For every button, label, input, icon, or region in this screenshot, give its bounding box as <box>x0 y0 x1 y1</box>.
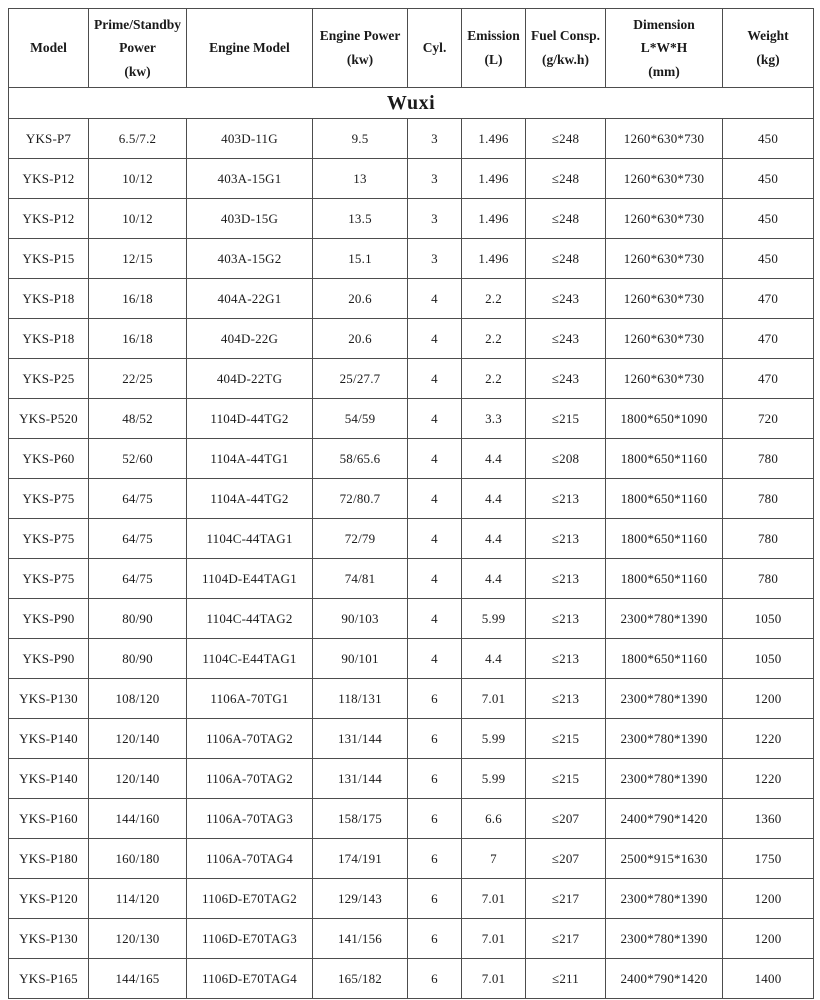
column-header-cyl <box>408 9 462 88</box>
cell-fuel-consp: ≤248 <box>526 199 606 239</box>
cell-cyl: 4 <box>408 639 462 679</box>
cell-fuel-consp: ≤213 <box>526 559 606 599</box>
cell-engine-power: 13 <box>313 159 408 199</box>
cell-weight: 1220 <box>723 719 814 759</box>
cell-engine-model: 1106A-70TAG4 <box>187 839 313 879</box>
cell-dimension: 2300*780*1390 <box>606 879 723 919</box>
cell-weight: 1400 <box>723 959 814 999</box>
cell-engine-power: 58/65.6 <box>313 439 408 479</box>
cell-weight: 780 <box>723 479 814 519</box>
column-header-line: Fuel Consp. <box>530 28 601 44</box>
cell-weight: 780 <box>723 559 814 599</box>
cell-engine-power: 25/27.7 <box>313 359 408 399</box>
cell-cyl: 3 <box>408 159 462 199</box>
table-row <box>9 799 814 839</box>
table-row <box>9 199 814 239</box>
cell-model: YKS-P130 <box>9 919 89 959</box>
column-header-line: (L) <box>484 52 503 67</box>
column-header-fuel-consp <box>526 9 606 88</box>
cell-prime-standby-power: 16/18 <box>89 319 187 359</box>
group-section <box>9 88 814 119</box>
table-row <box>9 839 814 879</box>
cell-prime-standby-power: 120/130 <box>89 919 187 959</box>
table-row <box>9 159 814 199</box>
cell-emission: 1.496 <box>462 239 526 279</box>
cell-dimension: 2300*780*1390 <box>606 679 723 719</box>
cell-emission: 6.6 <box>462 799 526 839</box>
cell-engine-model: 404A-22G1 <box>187 279 313 319</box>
cell-engine-power: 13.5 <box>313 199 408 239</box>
cell-fuel-consp: ≤243 <box>526 319 606 359</box>
cell-dimension: 1260*630*730 <box>606 239 723 279</box>
cell-dimension: 2300*780*1390 <box>606 719 723 759</box>
cell-engine-power: 90/103 <box>313 599 408 639</box>
cell-engine-power: 131/144 <box>313 759 408 799</box>
cell-weight: 1200 <box>723 679 814 719</box>
cell-engine-power: 20.6 <box>313 279 408 319</box>
cell-fuel-consp: ≤213 <box>526 639 606 679</box>
cell-fuel-consp: ≤213 <box>526 599 606 639</box>
cell-model: YKS-P165 <box>9 959 89 999</box>
group-header-row <box>9 88 814 119</box>
table-row <box>9 759 814 799</box>
cell-model: YKS-P12 <box>9 159 89 199</box>
cell-emission: 2.2 <box>462 319 526 359</box>
table-row <box>9 559 814 599</box>
table-header <box>9 9 814 88</box>
cell-model: YKS-P75 <box>9 559 89 599</box>
cell-cyl: 6 <box>408 839 462 879</box>
table-row <box>9 239 814 279</box>
cell-weight: 450 <box>723 239 814 279</box>
column-header-line: Weight <box>747 28 789 44</box>
table-row <box>9 959 814 999</box>
cell-emission: 4.4 <box>462 559 526 599</box>
column-header-line: (kw) <box>124 63 151 79</box>
cell-dimension: 2300*780*1390 <box>606 599 723 639</box>
cell-weight: 450 <box>723 199 814 239</box>
cell-weight: 450 <box>723 159 814 199</box>
cell-cyl: 4 <box>408 439 462 479</box>
table-row <box>9 879 814 919</box>
column-header-model <box>9 9 89 88</box>
cell-prime-standby-power: 64/75 <box>89 519 187 559</box>
cell-dimension: 1260*630*730 <box>606 119 723 159</box>
cell-engine-power: 15.1 <box>313 239 408 279</box>
cell-model: YKS-P140 <box>9 719 89 759</box>
cell-engine-power: 129/143 <box>313 879 408 919</box>
cell-dimension: 1800*650*1160 <box>606 639 723 679</box>
cell-cyl: 3 <box>408 199 462 239</box>
cell-engine-model: 1104C-44TAG2 <box>187 599 313 639</box>
cell-dimension: 2400*790*1420 <box>606 959 723 999</box>
cell-model: YKS-P140 <box>9 759 89 799</box>
table-row <box>9 599 814 639</box>
cell-cyl: 3 <box>408 239 462 279</box>
cell-cyl: 6 <box>408 919 462 959</box>
cell-engine-model: 1106D-E70TAG2 <box>187 879 313 919</box>
cell-fuel-consp: ≤215 <box>526 719 606 759</box>
cell-weight: 1050 <box>723 599 814 639</box>
cell-weight: 1750 <box>723 839 814 879</box>
cell-dimension: 2300*780*1390 <box>606 919 723 959</box>
cell-cyl: 6 <box>408 759 462 799</box>
cell-prime-standby-power: 52/60 <box>89 439 187 479</box>
cell-weight: 450 <box>723 119 814 159</box>
column-header-line: (kw) <box>346 52 374 67</box>
cell-prime-standby-power: 10/12 <box>89 159 187 199</box>
cell-model: YKS-P520 <box>9 399 89 439</box>
cell-weight: 780 <box>723 519 814 559</box>
cell-weight: 1360 <box>723 799 814 839</box>
column-header-engine-model <box>187 9 313 88</box>
cell-weight: 1200 <box>723 879 814 919</box>
cell-prime-standby-power: 80/90 <box>89 639 187 679</box>
cell-prime-standby-power: 22/25 <box>89 359 187 399</box>
table-row <box>9 119 814 159</box>
cell-cyl: 4 <box>408 599 462 639</box>
column-header-emission <box>462 9 526 88</box>
cell-cyl: 6 <box>408 879 462 919</box>
cell-engine-model: 1106D-E70TAG3 <box>187 919 313 959</box>
cell-model: YKS-P120 <box>9 879 89 919</box>
table-row <box>9 279 814 319</box>
table-row <box>9 919 814 959</box>
column-header-line: (mm) <box>648 63 680 79</box>
cell-engine-power: 165/182 <box>313 959 408 999</box>
cell-emission: 7.01 <box>462 879 526 919</box>
cell-fuel-consp: ≤213 <box>526 679 606 719</box>
cell-prime-standby-power: 144/160 <box>89 799 187 839</box>
cell-engine-model: 1106A-70TG1 <box>187 679 313 719</box>
cell-prime-standby-power: 10/12 <box>89 199 187 239</box>
table-row <box>9 439 814 479</box>
column-header-line: Emission <box>467 28 520 44</box>
cell-engine-model: 1104D-44TG2 <box>187 399 313 439</box>
cell-engine-model: 1104A-44TG1 <box>187 439 313 479</box>
cell-dimension: 1260*630*730 <box>606 359 723 399</box>
cell-engine-power: 72/80.7 <box>313 479 408 519</box>
cell-prime-standby-power: 16/18 <box>89 279 187 319</box>
column-header-line: (g/kw.h) <box>542 52 589 67</box>
cell-cyl: 4 <box>408 359 462 399</box>
cell-fuel-consp: ≤215 <box>526 759 606 799</box>
cell-model: YKS-P130 <box>9 679 89 719</box>
cell-prime-standby-power: 108/120 <box>89 679 187 719</box>
cell-fuel-consp: ≤207 <box>526 799 606 839</box>
group-header-cell: Wuxi <box>9 88 814 119</box>
column-header-weight <box>723 9 814 88</box>
cell-dimension: 2300*780*1390 <box>606 759 723 799</box>
cell-emission: 5.99 <box>462 759 526 799</box>
column-header-line: Engine Power <box>319 28 401 44</box>
cell-emission: 4.4 <box>462 479 526 519</box>
cell-weight: 720 <box>723 399 814 439</box>
cell-cyl: 4 <box>408 399 462 439</box>
cell-cyl: 3 <box>408 119 462 159</box>
cell-cyl: 4 <box>408 519 462 559</box>
cell-emission: 7.01 <box>462 919 526 959</box>
cell-fuel-consp: ≤243 <box>526 359 606 399</box>
column-header-line: Cyl. <box>422 40 447 56</box>
cell-emission: 7.01 <box>462 679 526 719</box>
cell-fuel-consp: ≤248 <box>526 239 606 279</box>
cell-fuel-consp: ≤248 <box>526 119 606 159</box>
cell-cyl: 6 <box>408 799 462 839</box>
cell-engine-model: 1104D-E44TAG1 <box>187 559 313 599</box>
cell-emission: 5.99 <box>462 719 526 759</box>
cell-weight: 1050 <box>723 639 814 679</box>
cell-engine-power: 90/101 <box>313 639 408 679</box>
cell-dimension: 1800*650*1090 <box>606 399 723 439</box>
cell-prime-standby-power: 160/180 <box>89 839 187 879</box>
cell-cyl: 4 <box>408 279 462 319</box>
cell-engine-model: 403D-15G <box>187 199 313 239</box>
cell-dimension: 1800*650*1160 <box>606 479 723 519</box>
column-header-line: Dimension <box>633 16 695 32</box>
cell-model: YKS-P75 <box>9 479 89 519</box>
cell-dimension: 1800*650*1160 <box>606 559 723 599</box>
cell-prime-standby-power: 6.5/7.2 <box>89 119 187 159</box>
cell-engine-power: 118/131 <box>313 679 408 719</box>
cell-emission: 4.4 <box>462 439 526 479</box>
cell-prime-standby-power: 48/52 <box>89 399 187 439</box>
cell-prime-standby-power: 144/165 <box>89 959 187 999</box>
cell-engine-model: 1104A-44TG2 <box>187 479 313 519</box>
cell-fuel-consp: ≤213 <box>526 519 606 559</box>
column-header-engine-power <box>313 9 408 88</box>
cell-weight: 1200 <box>723 919 814 959</box>
cell-prime-standby-power: 120/140 <box>89 719 187 759</box>
table-row <box>9 479 814 519</box>
cell-engine-model: 403A-15G1 <box>187 159 313 199</box>
cell-engine-power: 141/156 <box>313 919 408 959</box>
cell-weight: 470 <box>723 279 814 319</box>
cell-prime-standby-power: 114/120 <box>89 879 187 919</box>
cell-model: YKS-P180 <box>9 839 89 879</box>
cell-dimension: 2400*790*1420 <box>606 799 723 839</box>
cell-weight: 780 <box>723 439 814 479</box>
cell-fuel-consp: ≤215 <box>526 399 606 439</box>
cell-cyl: 4 <box>408 319 462 359</box>
cell-model: YKS-P18 <box>9 319 89 359</box>
cell-fuel-consp: ≤217 <box>526 919 606 959</box>
table-row <box>9 519 814 559</box>
column-header-line: Power <box>119 40 156 56</box>
cell-engine-power: 74/81 <box>313 559 408 599</box>
cell-model: YKS-P25 <box>9 359 89 399</box>
cell-engine-power: 20.6 <box>313 319 408 359</box>
cell-model: YKS-P12 <box>9 199 89 239</box>
cell-weight: 470 <box>723 359 814 399</box>
table-row <box>9 319 814 359</box>
cell-engine-model: 1106D-E70TAG4 <box>187 959 313 999</box>
cell-dimension: 1260*630*730 <box>606 319 723 359</box>
cell-dimension: 1260*630*730 <box>606 199 723 239</box>
cell-engine-model: 404D-22TG <box>187 359 313 399</box>
cell-model: YKS-P75 <box>9 519 89 559</box>
cell-engine-power: 174/191 <box>313 839 408 879</box>
table-row <box>9 359 814 399</box>
cell-engine-model: 1106A-70TAG2 <box>187 719 313 759</box>
cell-dimension: 1800*650*1160 <box>606 519 723 559</box>
generator-spec-table <box>8 8 814 999</box>
cell-fuel-consp: ≤211 <box>526 959 606 999</box>
column-header-line: L*W*H <box>640 40 688 56</box>
table-row <box>9 679 814 719</box>
cell-weight: 470 <box>723 319 814 359</box>
table-row <box>9 639 814 679</box>
cell-emission: 2.2 <box>462 279 526 319</box>
cell-model: YKS-P90 <box>9 599 89 639</box>
cell-engine-model: 403A-15G2 <box>187 239 313 279</box>
column-header-line: Engine Model <box>209 40 290 56</box>
cell-engine-power: 72/79 <box>313 519 408 559</box>
cell-emission: 4.4 <box>462 639 526 679</box>
column-header-prime-standby-power <box>89 9 187 88</box>
cell-emission: 7.01 <box>462 959 526 999</box>
cell-engine-power: 158/175 <box>313 799 408 839</box>
cell-cyl: 6 <box>408 719 462 759</box>
cell-cyl: 6 <box>408 679 462 719</box>
cell-engine-model: 1106A-70TAG3 <box>187 799 313 839</box>
cell-emission: 1.496 <box>462 119 526 159</box>
cell-model: YKS-P60 <box>9 439 89 479</box>
header-row <box>9 9 814 88</box>
cell-engine-model: 403D-11G <box>187 119 313 159</box>
cell-emission: 2.2 <box>462 359 526 399</box>
cell-emission: 5.99 <box>462 599 526 639</box>
cell-emission: 1.496 <box>462 159 526 199</box>
cell-prime-standby-power: 80/90 <box>89 599 187 639</box>
column-header-dimension <box>606 9 723 88</box>
cell-dimension: 1260*630*730 <box>606 279 723 319</box>
cell-dimension: 1800*650*1160 <box>606 439 723 479</box>
cell-fuel-consp: ≤213 <box>526 479 606 519</box>
cell-emission: 7 <box>462 839 526 879</box>
cell-weight: 1220 <box>723 759 814 799</box>
cell-engine-model: 1106A-70TAG2 <box>187 759 313 799</box>
cell-model: YKS-P90 <box>9 639 89 679</box>
cell-engine-power: 131/144 <box>313 719 408 759</box>
table-body <box>9 119 814 999</box>
cell-engine-power: 9.5 <box>313 119 408 159</box>
cell-model: YKS-P15 <box>9 239 89 279</box>
cell-engine-model: 1104C-44TAG1 <box>187 519 313 559</box>
cell-prime-standby-power: 12/15 <box>89 239 187 279</box>
cell-model: YKS-P160 <box>9 799 89 839</box>
column-header-line: Model <box>30 40 67 56</box>
cell-prime-standby-power: 64/75 <box>89 479 187 519</box>
cell-cyl: 4 <box>408 559 462 599</box>
cell-cyl: 6 <box>408 959 462 999</box>
cell-dimension: 1260*630*730 <box>606 159 723 199</box>
cell-fuel-consp: ≤208 <box>526 439 606 479</box>
cell-fuel-consp: ≤217 <box>526 879 606 919</box>
cell-dimension: 2500*915*1630 <box>606 839 723 879</box>
cell-model: YKS-P18 <box>9 279 89 319</box>
cell-fuel-consp: ≤243 <box>526 279 606 319</box>
cell-fuel-consp: ≤207 <box>526 839 606 879</box>
cell-emission: 3.3 <box>462 399 526 439</box>
cell-emission: 1.496 <box>462 199 526 239</box>
cell-model: YKS-P7 <box>9 119 89 159</box>
cell-fuel-consp: ≤248 <box>526 159 606 199</box>
cell-emission: 4.4 <box>462 519 526 559</box>
cell-engine-model: 404D-22G <box>187 319 313 359</box>
cell-prime-standby-power: 64/75 <box>89 559 187 599</box>
table-row <box>9 719 814 759</box>
column-header-line: (kg) <box>756 52 780 67</box>
cell-prime-standby-power: 120/140 <box>89 759 187 799</box>
table-row <box>9 399 814 439</box>
cell-engine-power: 54/59 <box>313 399 408 439</box>
column-header-line: Prime/Standby <box>93 16 181 32</box>
cell-cyl: 4 <box>408 479 462 519</box>
cell-engine-model: 1104C-E44TAG1 <box>187 639 313 679</box>
